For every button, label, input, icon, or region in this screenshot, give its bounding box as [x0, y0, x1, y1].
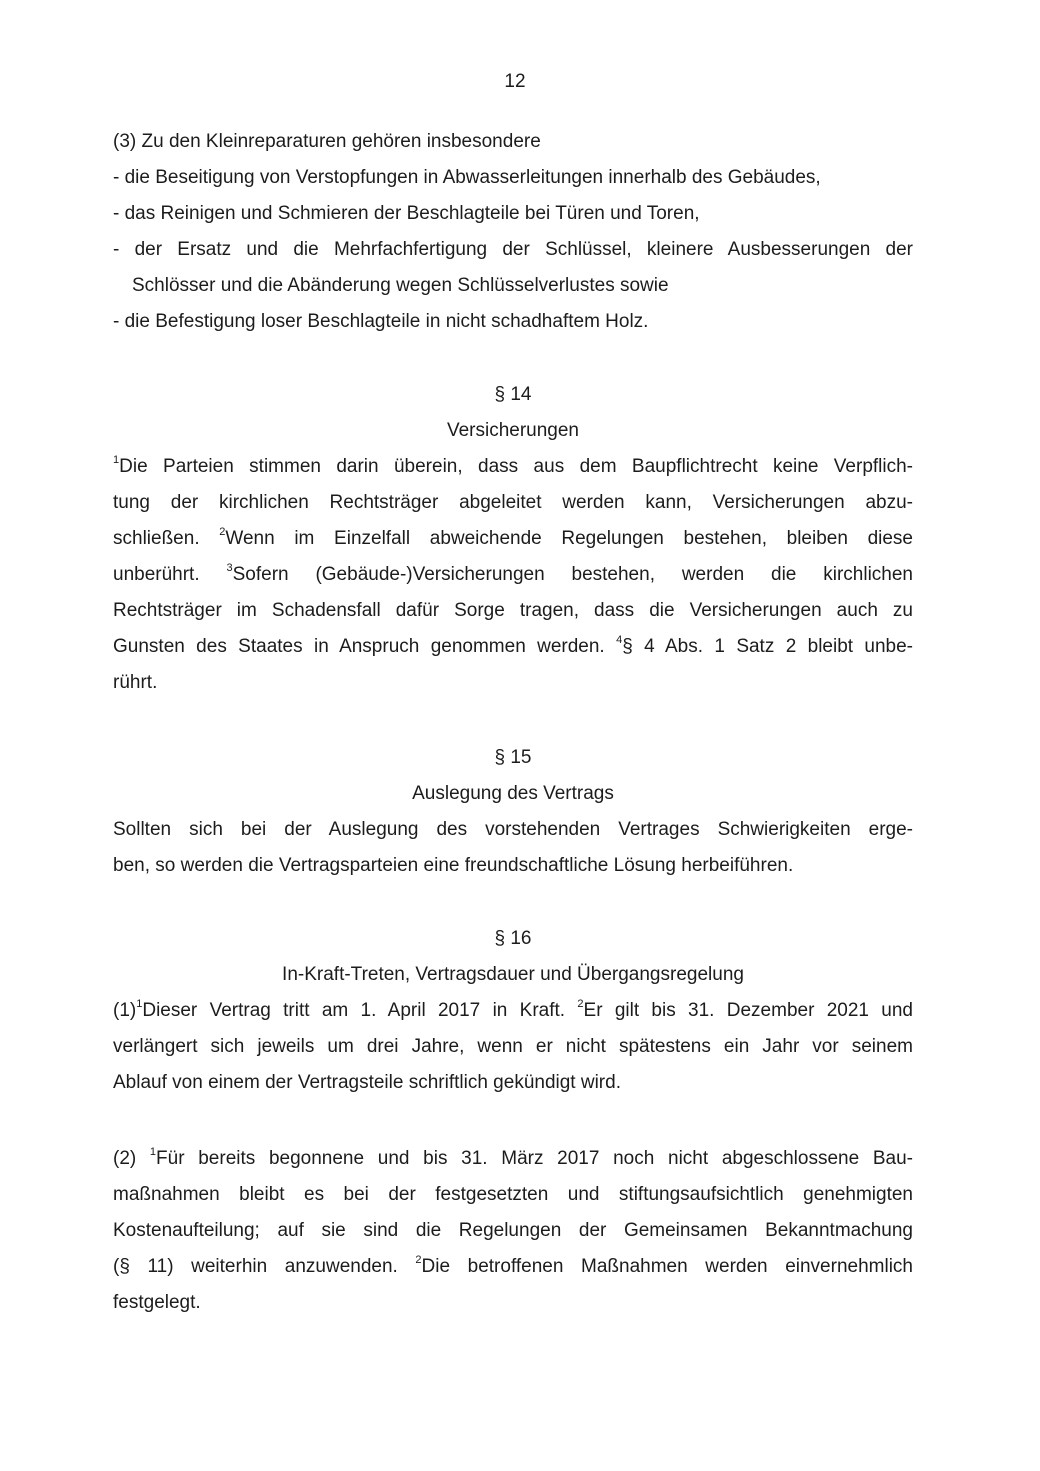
section-15 — [113, 740, 913, 884]
body-line: $^1$Die Parteien stimmen darin überein, dass aus dem Baupflichtrecht keine Verpflich- — [113, 453, 913, 477]
sentence-number: 4 — [616, 633, 623, 646]
section-16 — [113, 921, 913, 1101]
body-line: (§ 11) weiterhin anzuwenden. $^2$Die betroffenen Maßnahmen werden einvernehmlich — [113, 1253, 913, 1277]
section-14 — [113, 377, 913, 701]
section-16-paragraph-2 — [113, 1141, 913, 1321]
body-line: Gunsten des Staates in Anspruch genommen werden. $^4$§ 4 Abs. 1 Satz 2 bleibt unbe- — [113, 633, 913, 657]
sentence-number: 2 — [219, 525, 226, 538]
body-line: rührt. — [113, 672, 158, 693]
body-line: Kostenaufteilung; auf sie sind die Regelungen der Gemeinsamen Bekanntmachung — [113, 1220, 913, 1241]
section-number: § 16 — [494, 928, 532, 949]
section-number: § 15 — [494, 747, 532, 768]
body-line: ben, so werden die Vertragsparteien eine freundschaftliche Lösung herbeiführen. — [113, 855, 794, 876]
kleinreparaturen-paragraph — [113, 124, 913, 340]
sentence-number: 1 — [113, 453, 120, 466]
section-number: § 14 — [494, 384, 532, 405]
section-title: In-Kraft-Treten, Vertragsdauer und Übergangsregelung — [282, 964, 744, 985]
body-line: festgelegt. — [113, 1292, 201, 1313]
list-item: - die Befestigung loser Beschlagteile in nicht schadhaftem Holz. — [113, 311, 649, 332]
list-item: - der Ersatz und die Mehrfachfertigung der Schlüssel, kleinere Ausbesserungen der — [113, 239, 913, 260]
list-item-continuation: Schlösser und die Abänderung wegen Schlüsselverlustes sowie — [132, 275, 669, 296]
page-number: 12 — [504, 71, 526, 92]
sentence-number: 1 — [136, 997, 143, 1010]
sentence-number: 3 — [226, 561, 233, 574]
body-line: $(1)^1Dieser$ Vertrag tritt am 1. April 2017 in Kraft. $^2$Er gilt bis 31. Dezember 2021 und — [113, 997, 913, 1021]
body-line: maßnahmen bleibt es bei der festgesetzten und stiftungsaufsichtlich genehmigten — [113, 1184, 913, 1205]
paragraph-intro: (3) Zu den Kleinreparaturen gehören insbesondere — [113, 131, 541, 152]
sentence-number: 2 — [577, 997, 584, 1010]
body-line: verlängert sich jeweils um drei Jahre, wenn er nicht spätestens ein Jahr vor seinem — [113, 1036, 913, 1057]
body-line: schließen. $^2$Wenn im Einzelfall abweichende Regelungen bestehen, bleiben diese — [113, 525, 913, 549]
sentence-number: 2 — [415, 1253, 422, 1266]
section-title: Versicherungen — [446, 420, 580, 441]
body-line: Sollten sich bei der Auslegung des vorstehenden Vertrages Schwierigkeiten erge- — [113, 819, 913, 840]
body-line: tung der kirchlichen Rechtsträger abgeleitet werden kann, Versicherungen abzu- — [113, 492, 913, 513]
section-title: Auslegung des Vertrags — [412, 783, 614, 804]
body-line: Ablauf von einem der Vertragsteile schriftlich gekündigt wird. — [113, 1072, 621, 1093]
sentence-number: 1 — [149, 1145, 157, 1158]
list-item: - das Reinigen und Schmieren der Beschlagteile bei Türen und Toren, — [113, 203, 700, 224]
body-line: Rechtsträger im Schadensfall dafür Sorge tragen, dass die Versicherungen auch zu — [113, 600, 913, 621]
list-item: - die Beseitigung von Verstopfungen in Abwasserleitungen innerhalb des Gebäudes, — [113, 167, 821, 188]
body-line: (2) $^1$Für bereits begonnene und bis 31. März 2017 noch nicht abgeschlossene Bau- — [113, 1145, 913, 1169]
body-line: unberührt. $^3$Sofern (Gebäude-)Versicherungen bestehen, werden die kirchlichen — [113, 561, 913, 585]
